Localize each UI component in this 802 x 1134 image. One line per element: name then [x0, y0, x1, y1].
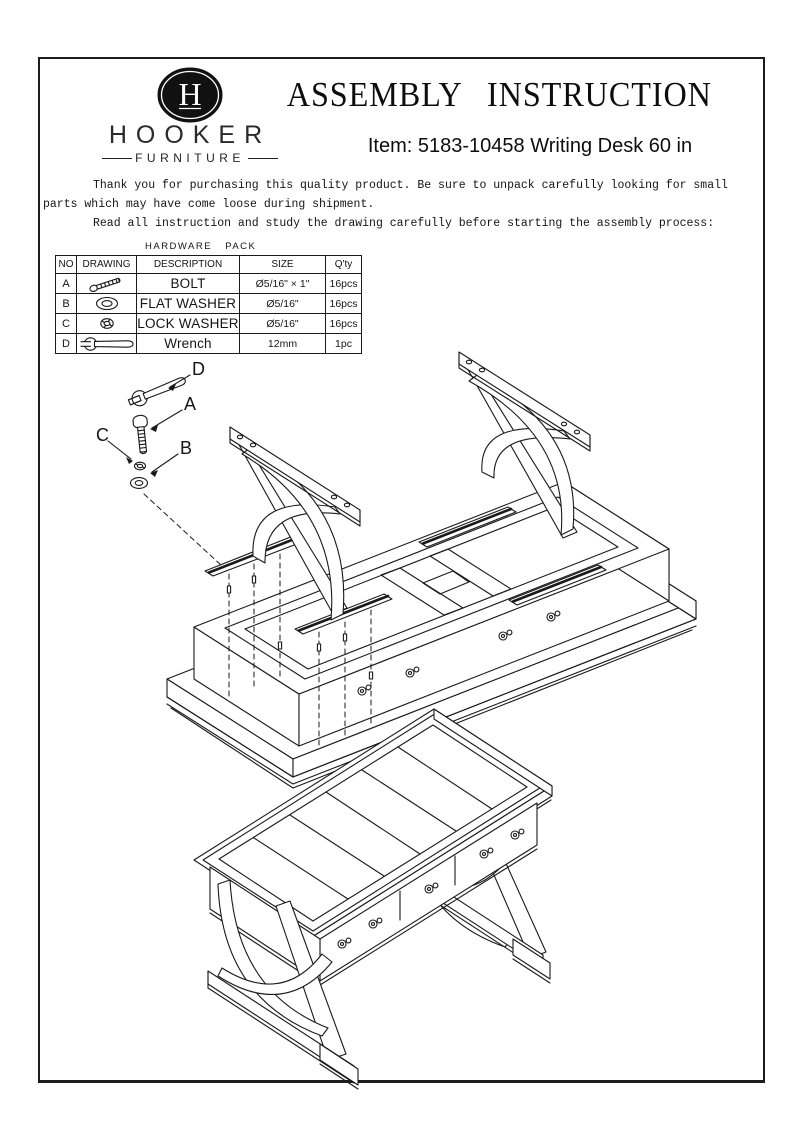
flat-washer-icon [82, 295, 132, 312]
callout-letter-a: A [184, 394, 197, 414]
part-qty: 1pc [326, 334, 362, 354]
wrench-callout-icon [127, 373, 188, 409]
lock-washer-callout-icon [135, 462, 146, 470]
table-row [56, 274, 362, 294]
callout-letter-b: B [180, 438, 193, 458]
part-size: Ø5/16" [240, 314, 326, 334]
part-description: FLAT WASHER [137, 294, 240, 314]
col-header-no: NO [56, 256, 77, 274]
brand-logo [100, 65, 280, 165]
col-header-description: DESCRIPTION [137, 256, 240, 274]
part-description: BOLT [137, 274, 240, 294]
hardware-callout [96, 359, 205, 488]
part-letter: A [56, 274, 77, 294]
part-letter: D [56, 334, 77, 354]
table-row [56, 314, 362, 334]
bolt-icon [82, 276, 132, 292]
hardware-pack-label: HARDWARE PACK [145, 241, 257, 252]
lock-washer-icon [82, 315, 132, 332]
col-header-qty: Q'ty [326, 256, 362, 274]
right-rule [248, 158, 278, 159]
monogram-letter: H [178, 76, 202, 112]
part-letter: C [56, 314, 77, 334]
part-drawing-cell [77, 314, 137, 334]
part-size: Ø5/16" [240, 294, 326, 314]
callout-letter-c: C [96, 425, 109, 445]
left-rule [102, 158, 132, 159]
part-size: 12mm [240, 334, 326, 354]
hardware-table [55, 255, 362, 354]
part-description: Wrench [137, 334, 240, 354]
part-drawing-cell [77, 274, 137, 294]
item-number-line: Item: 5183-10458 Writing Desk 60 in [367, 135, 693, 157]
brand-subtitle: FURNITURE [135, 151, 245, 165]
brand-name: HOOKER [108, 121, 272, 149]
intro-text [43, 176, 743, 233]
part-qty: 16pcs [326, 274, 362, 294]
part-letter: B [56, 294, 77, 314]
col-header-drawing: DRAWING [77, 256, 137, 274]
part-size: Ø5/16" × 1" [240, 274, 326, 294]
callout-letter-d: D [192, 359, 205, 379]
part-drawing-cell [77, 294, 137, 314]
bolt-callout-icon [133, 415, 151, 455]
table-row [56, 294, 362, 314]
brand-subtitle-row [100, 151, 280, 165]
page-title: ASSEMBLY INSTRUCTION [286, 75, 712, 114]
flat-washer-callout-icon [131, 478, 148, 489]
hardware-header-row [56, 256, 362, 274]
assembled-view-diagram [170, 704, 770, 1094]
part-description: LOCK WASHER [137, 314, 240, 334]
intro-paragraph-1: Thank you for purchasing this quality product. Be sure to unpack carefully looking for small parts which may have come loose during shipment. [43, 179, 728, 211]
page-border-frame [38, 57, 765, 1083]
col-header-size: SIZE [240, 256, 326, 274]
part-qty: 16pcs [326, 294, 362, 314]
hooker-monogram-icon [156, 65, 224, 125]
intro-paragraph-2: Read all instruction and study the drawing carefully before starting the assembly process: [93, 217, 715, 230]
part-qty: 16pcs [326, 314, 362, 334]
